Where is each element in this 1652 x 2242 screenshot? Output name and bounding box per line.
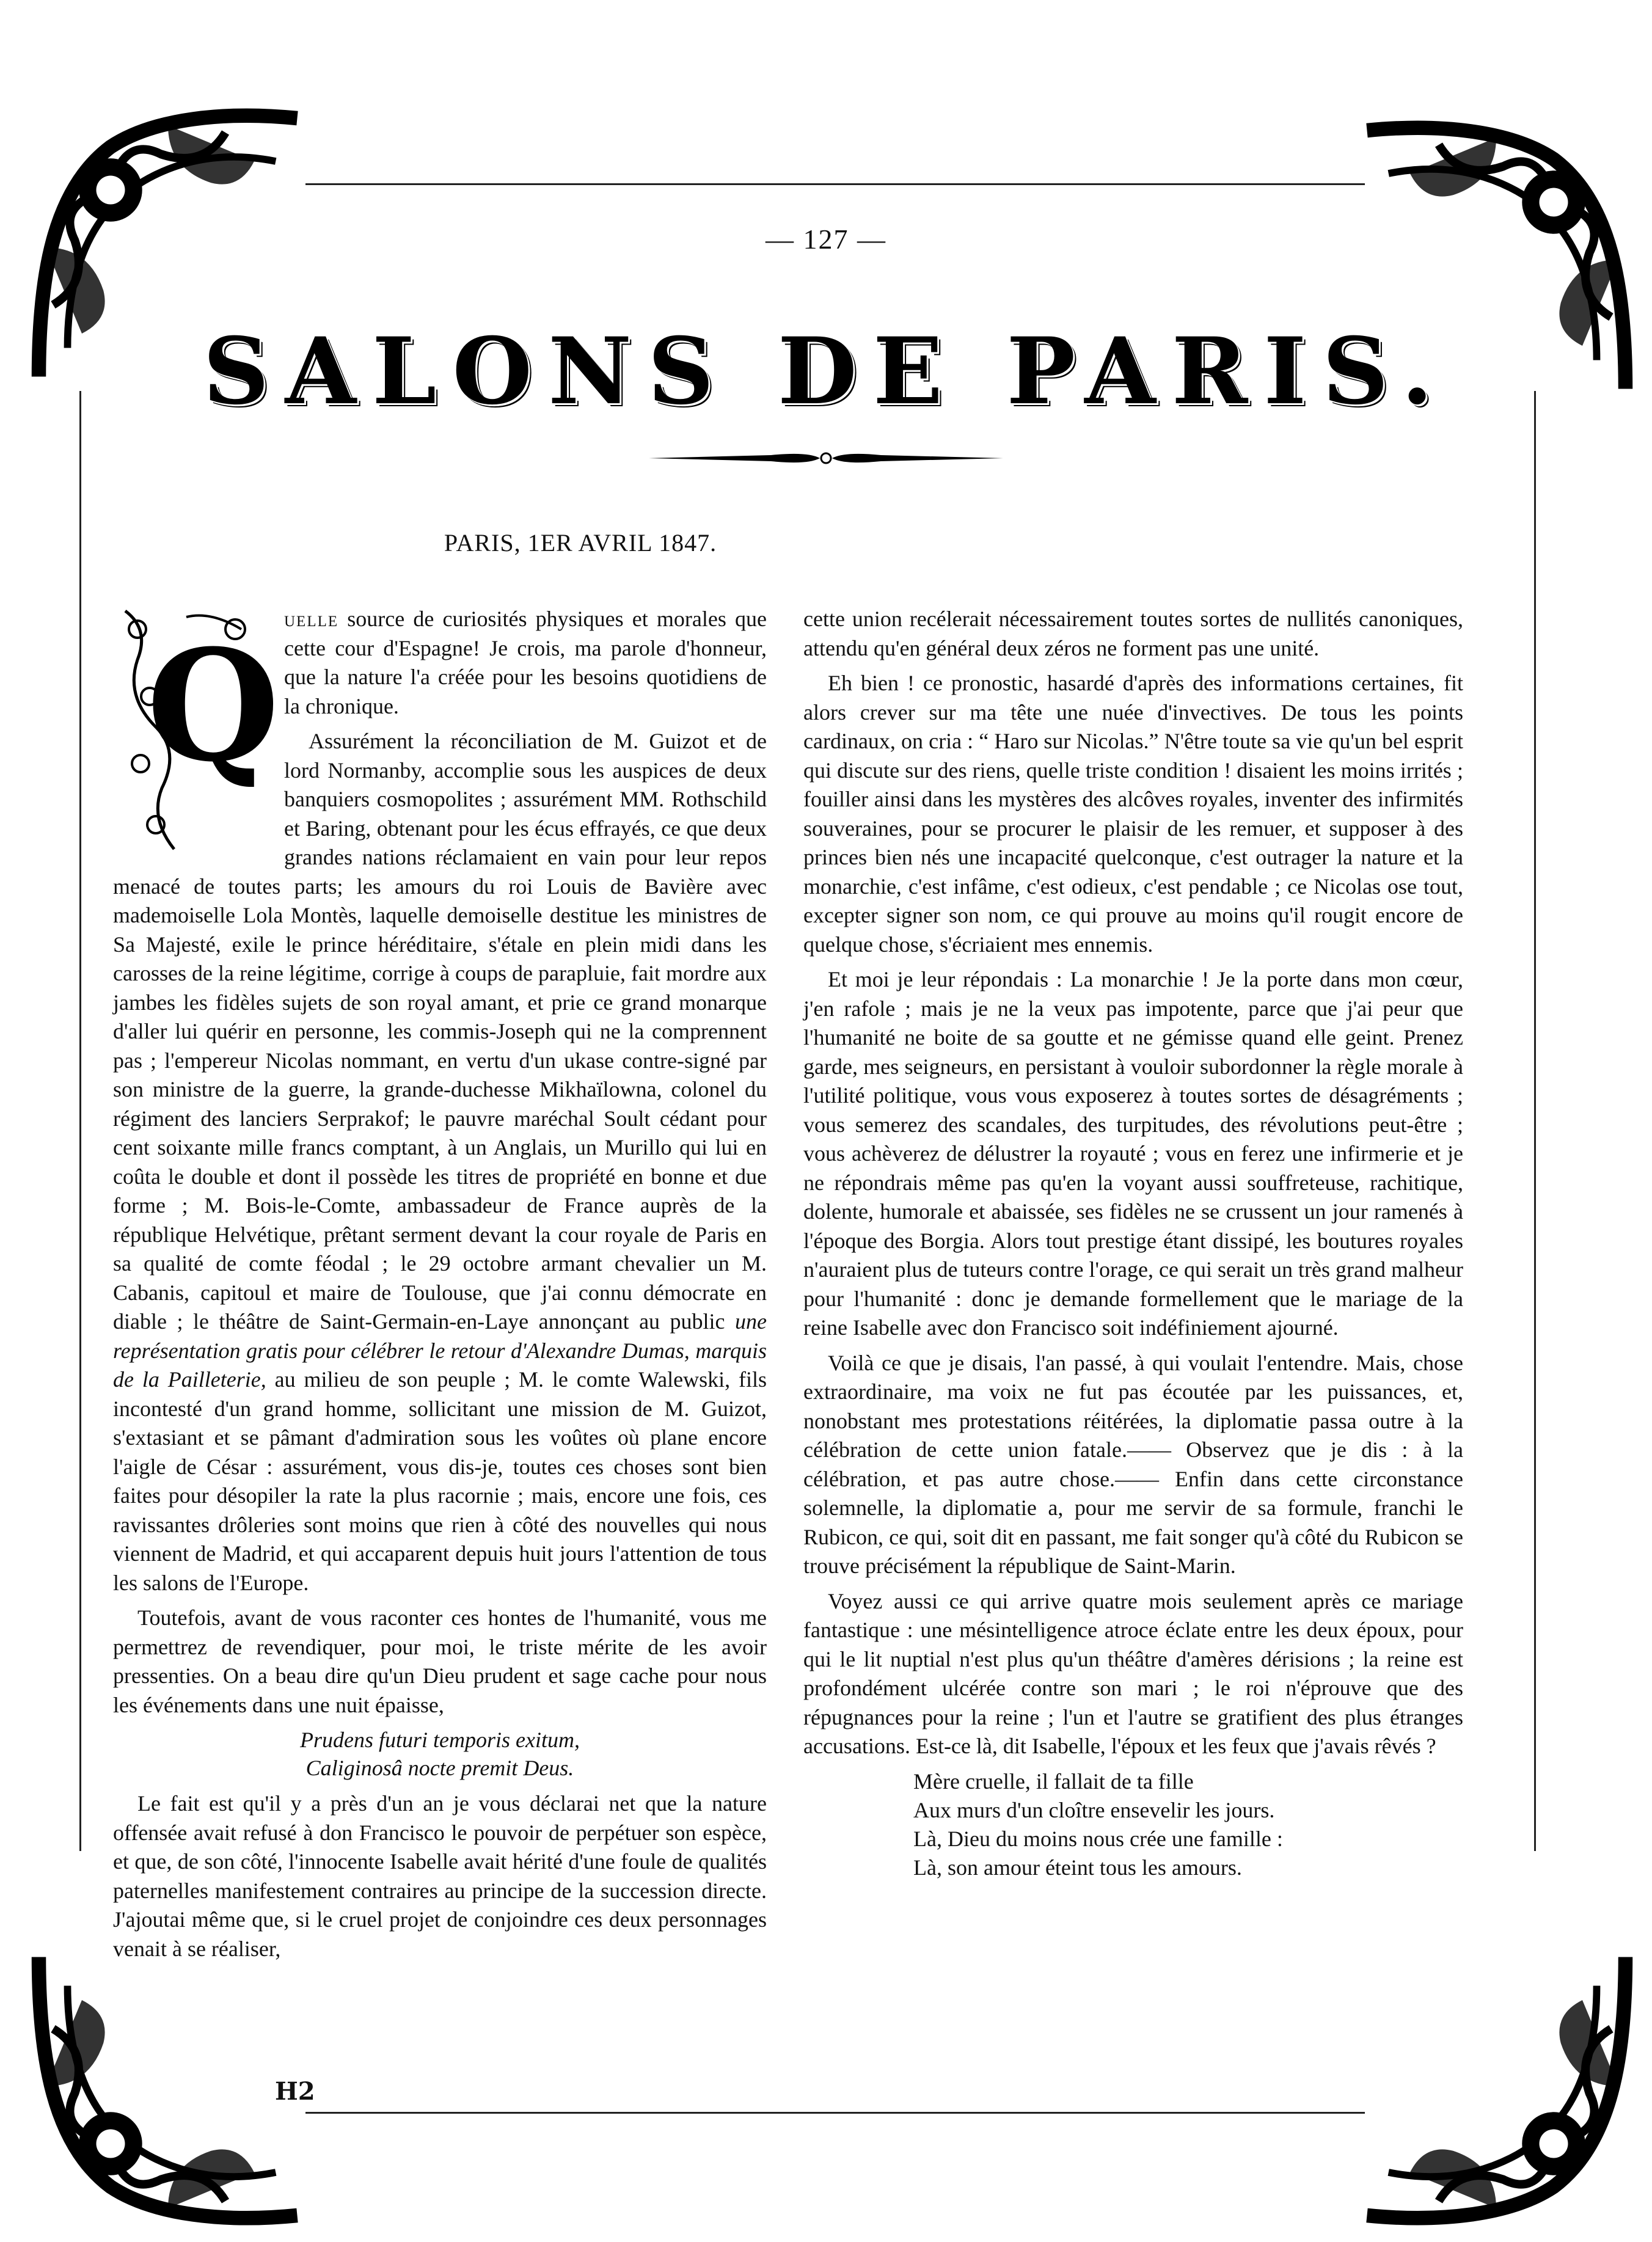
scroll-corner-ornament-icon <box>24 1943 312 2230</box>
bottom-border-rule <box>305 2112 1365 2114</box>
top-border-rule <box>305 183 1365 185</box>
right-column <box>803 605 1463 1882</box>
verse-line: Là, son amour éteint tous les amours. <box>913 1855 1242 1880</box>
dateline: PARIS, 1ER AVRIL 1847. <box>444 529 717 557</box>
quote-line: Caliginosâ nocte premit Deus. <box>305 1756 574 1780</box>
quote-line: Prudens futuri temporis exitum, <box>300 1728 580 1752</box>
right-border-rule <box>1534 391 1536 1851</box>
paragraph-text: source de curiosités physiques et morales que cette cour d'Espagne! Je crois, ma parole d'honneur, que la nature l'a créée pour les besoins quotidiens de la chronique. <box>284 607 767 718</box>
page-title: SALONS DE PARIS. <box>203 318 1449 425</box>
paragraph-text: au milieu de son peuple ; M. le comte Walewski, fils incontesté d'un grand homme, sollicitant une mission de M. Guizot, s'extasiant et se pâmant d'admiration sous les voûtes où plane encore l'aigle de César : assurément, vous dis-je, toutes ces choses sont bien faites pour désopiler la rate la plus racornie ; mais, encore une fois, ces ravissantes drôleries sont moins que rien à côté des nouvelles qui nous viennent de Madrid, et qui accaparent depuis huit jours l'attention de tous les salons de l'Europe. <box>113 1367 767 1595</box>
dropcap-continuation: uelle <box>284 607 339 631</box>
paragraph-text: Assurément la réconciliation de M. Guizot et de lord Normanby, accomplie sous les auspices de deux banquiers cosmopolites ; assurément MM. Rothschild et Baring, obtenant pour les écus effrayés, ce que deux grandes nations réclamaient en vain pour leur repos menacé de toutes parts; les amours du roi Louis de Bavière avec mademoiselle Lola Montès, laquelle demoiselle destitue les ministres de Sa Majesté, exile le prince héréditaire, s'étale en plein midi dans les carosses de la reine légitime, corrige à coups de parapluie, fait mordre aux jambes les fidèles sujets de son royal amant, et prie ce grand monarque d'aller lui quérir en personne, les commis-Joseph qui ne la comprennent pas ; l'empereur Nicolas nommant, en vertu d'un ukase contre-signé par son ministre de la guerre, la grande-duchesse Mikhaïlowna, colonel du régiment des lanciers Serprakof; le pauvre maréchal Soult cédant pour cent soixante mille francs comptant, à un Anglais, un Murillo qui lui en coûta le double et dont il possède les titres de propriété en bonne et due forme ; M. Bois-le-Comte, ambassadeur de France auprès de la république Helvétique, prêtant serment devant la cour royale de Paris en sa qualité de comte féodal ; le 29 octobre armant chevalier un M. Cabanis, capitoul et maire de Toulouse, que j'ai connu démocrate en diable ; le théâtre de Saint-Germain-en-Laye annonçant au public <box>113 729 767 1334</box>
paragraph <box>113 605 767 795</box>
paragraph: Voilà ce que je disais, l'an passé, à qui voulait l'entendre. Mais, chose extraordinaire, ma voix ne fut pas écoutée par les puissances, et, nonobstant mes protestations réitérées, la diplomatie passa outre à la célébration de cette union fatale.—— Observez que je dis : à la célébration, et pas autre chose.—— Enfin dans cette circonstance solemnelle, la diplomatie a, pour me servir de sa formule, franchi le Rubicon, ce qui, soit dit en passant, me fait songer qu'à côté du Rubicon se trouve précisément la république de Saint-Marin. <box>803 1350 1463 1578</box>
floral-dropcap-icon <box>113 605 278 861</box>
scroll-corner-ornament-icon <box>1353 1943 1640 2230</box>
paragraph: Eh bien ! ce pronostic, hasardé d'après des informations certaines, fit alors crever sur ma tête une nuée d'invectives. De tous les points cardinaux, on cria : “ Haro sur Nicolas.” N'être toute sa vie qu'un bel esprit qui discute sur des riens, quelle triste condition ! disaient les moins irrités ; fouiller ainsi dans les mystères des alcôves royales, inventer des infirmités souveraines, pour se procurer le plaisir de les remuer, et supposer à des princes bien nés une incapacité quelconque, c'est outrager la nature et la monarchie, c'est infâme, c'est odieux, c'est pendable ; ce Nicolas ose tout, excepter signer son nom, ce qui prouve au moins qu'il rougit encore de quelque chose, s'écriaient mes ennemis. <box>803 671 1463 957</box>
paragraph: Voyez aussi ce qui arrive quatre mois seulement après ce mariage fantastique : une mésintelligence atroce éclate entre les deux époux, pour qui le lit nuptial n'est plus qu'un théâtre d'amères dérisions ; la reine est profondément ulcérée contre son mari ; le roi n'éprouve que des répugnances pour la reine ; l'un et l'autre se gratifient des plus étranges accusations. Est-ce là, dit Isabelle, l'époux et les feux que j'avais rêvés ? <box>803 1588 1463 1758</box>
page-number: — 127 — <box>766 224 886 255</box>
signature-mark: H2 <box>275 2077 315 2106</box>
verse <box>913 1767 1463 1882</box>
verse-line: Là, Dieu du moins nous crée une famille : <box>913 1826 1283 1851</box>
paragraph: cette union recélerait nécessairement toutes sortes de nullités canoniques, attendu qu'en général deux zéros ne forment pas une unité. <box>803 607 1463 660</box>
verse-line: Aux murs d'un cloître ensevelir les jours. <box>913 1797 1275 1822</box>
verse-line: Mère cruelle, il fallait de ta fille <box>913 1769 1194 1794</box>
left-column <box>113 605 767 1970</box>
italic-text: une représentation gratis pour célébrer le retour d'Alexandre Dumas, marquis de la Pailleterie, <box>113 1309 767 1392</box>
ornamental-divider-icon <box>649 449 1003 467</box>
dropcap-letter: Q <box>147 616 280 795</box>
paragraph: Toutefois, avant de vous raconter ces hontes de l'humanité, vous me permettrez de revendiquer, pour moi, le triste mérite de les avoir pressenties. On a beau dire qu'un Dieu prudent et sage cache pour nous les événements dans une nuit épaisse, <box>113 1605 767 1717</box>
paragraph: Le fait est qu'il y a près d'un an je vous déclarai net que la nature offensée avait refusé à don Francisco le pouvoir de perpétuer son espèce, et que, de son côté, l'innocente Isabelle avait hérité d'une foule de qualités paternelles manifestement contraires au principe de la succession directe. J'ajoutai même que, si le cruel projet de conjoindre ces deux personnages venait à se réaliser, <box>113 1791 767 1961</box>
paragraph: Et moi je leur répondais : La monarchie ! Je la porte dans mon cœur, j'en rafole ; mais je ne la veux pas impotente, parce que j'ai peur que l'humanité ne boite de sa goutte et ne gémisse quand elle geint. Prenez garde, mes seigneurs, en persistant à vouloir subordonner la règle morale à l'utilité politique, vous vous exposerez à toutes sortes de désagréments ; vous semerez des scandales, des turpitudes, des révolutions peut-être ; vous achèverez de délustrer la royauté ; vous en ferez une infirmerie et je ne répondrais même pas qu'en la voyant aussi souffreteuse, rachitique, dolente, humorale et abaissée, ses fidèles ne se crussent un jour ramenés à l'époque des Borgia. Alors tout prestige étant dissipé, les boutures royales n'auraient plus de tuteurs contre l'orage, ce qui serait un très grand malheur pour l'humanité : donc je demande formellement que le mariage de la reine Isabelle avec don Francisco soit indéfiniement ajourné. <box>803 967 1463 1340</box>
left-border-rule <box>79 391 81 1851</box>
latin-quote <box>113 1726 767 1782</box>
